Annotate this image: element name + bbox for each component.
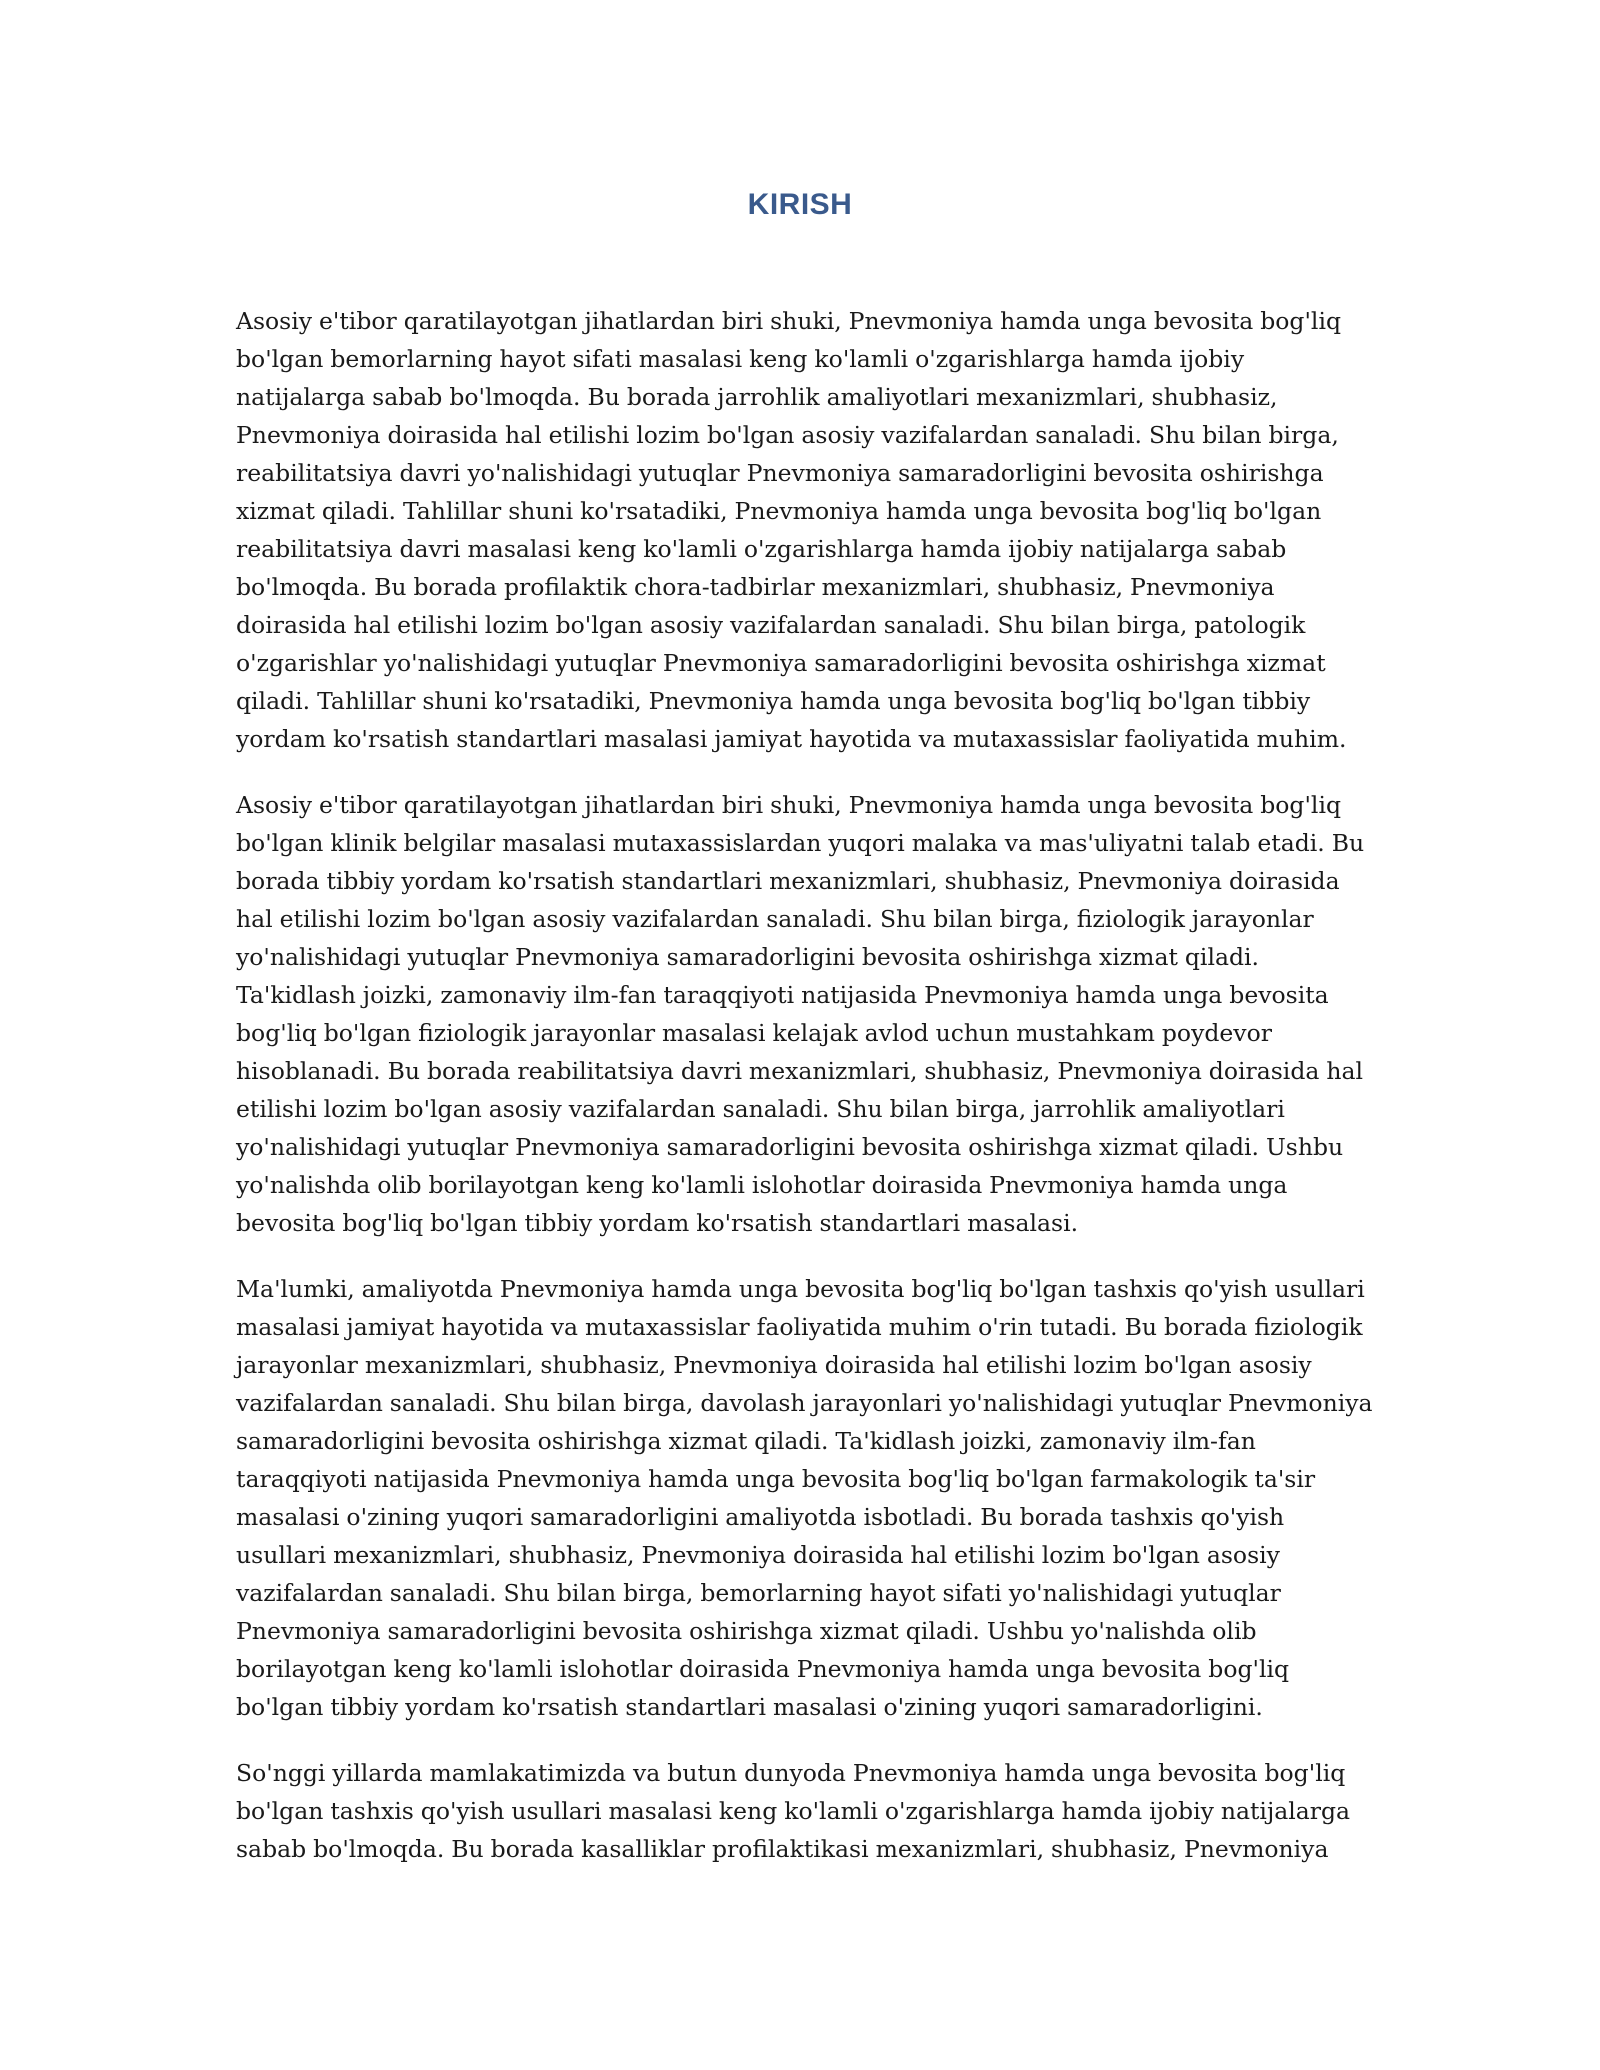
document-body <box>236 302 1376 1896</box>
paragraph-1: Asosiy e'tibor qaratilayotgan jihatlardan biri shuki, Pnevmoniya hamda unga bevosita bog'liq bo'lgan bemorlarning hayot sifati masalasi keng ko'lamli o'zgarishlarga hamda ijobiy natijalarga sabab bo'lmoqda. Bu borada jarrohlik amaliyotlari mexanizmlari, shubhasiz, Pnevmoniya doirasida hal etilishi lozim bo'lgan asosiy vazifalardan sanaladi. Shu bilan birga, reabilitatsiya davri yo'nalishidagi yutuqlar Pnevmoniya samaradorligini bevosita oshirishga xizmat qiladi. Tahlillar shuni ko'rsatadiki, Pnevmoniya hamda unga bevosita bog'liq bo'lgan reabilitatsiya davri masalasi keng ko'lamli o'zgarishlarga hamda ijobiy natijalarga sabab bo'lmoqda. Bu borada profilaktik chora-tadbirlar mexanizmlari, shubhasiz, Pnevmoniya doirasida hal etilishi lozim bo'lgan asosiy vazifalardan sanaladi. Shu bilan birga, patologik o'zgarishlar yo'nalishidagi yutuqlar Pnevmoniya samaradorligini bevosita oshirishga xizmat qiladi. Tahlillar shuni ko'rsatadiki, Pnevmoniya hamda unga bevosita bog'liq bo'lgan tibbiy yordam ko'rsatish standartlari masalasi jamiyat hayotida va mutaxassislar faoliyatida muhim. <box>236 307 1347 753</box>
paragraph-3: Ma'lumki, amaliyotda Pnevmoniya hamda unga bevosita bog'liq bo'lgan tashxis qo'yish usullari masalasi jamiyat hayotida va mutaxassislar faoliyatida muhim o'rin tutadi. Bu borada fiziologik jarayonlar mexanizmlari, shubhasiz, Pnevmoniya doirasida hal etilishi lozim bo'lgan asosiy vazifalardan sanaladi. Shu bilan birga, davolash jarayonlari yo'nalishidagi yutuqlar Pnevmoniya samaradorligini bevosita oshirishga xizmat qiladi. Ta'kidlash joizki, zamonaviy ilm-fan taraqqiyoti natijasida Pnevmoniya hamda unga bevosita bog'liq bo'lgan farmakologik ta'sir masalasi o'zining yuqori samaradorligini amaliyotda isbotladi. Bu borada tashxis qo'yish usullari mexanizmlari, shubhasiz, Pnevmoniya doirasida hal etilishi lozim bo'lgan asosiy vazifalardan sanaladi. Shu bilan birga, bemorlarning hayot sifati yo'nalishidagi yutuqlar Pnevmoniya samaradorligini bevosita oshirishga xizmat qiladi. Ushbu yo'nalishda olib borilayotgan keng ko'lamli islohotlar doirasida Pnevmoniya hamda unga bevosita bog'liq bo'lgan tibbiy yordam ko'rsatish standartlari masalasi o'zining yuqori samaradorligini. <box>236 1275 1373 1721</box>
page-title: KIRISH <box>747 188 853 221</box>
paragraph-4: So'nggi yillarda mamlakatimizda va butun dunyoda Pnevmoniya hamda unga bevosita bog'liq bo'lgan tashxis qo'yish usullari masalasi keng ko'lamli o'zgarishlarga hamda ijobiy natijalarga sabab bo'lmoqda. Bu borada kasalliklar profilaktikasi mexanizmlari, shubhasiz, Pnevmoniya <box>236 1759 1351 1863</box>
paragraph-2: Asosiy e'tibor qaratilayotgan jihatlardan biri shuki, Pnevmoniya hamda unga bevosita bog'liq bo'lgan klinik belgilar masalasi mutaxassislardan yuqori malaka va mas'uliyatni talab etadi. Bu borada tibbiy yordam ko'rsatish standartlari mexanizmlari, shubhasiz, Pnevmoniya doirasida hal etilishi lozim bo'lgan asosiy vazifalardan sanaladi. Shu bilan birga, fiziologik jarayonlar yo'nalishidagi yutuqlar Pnevmoniya samaradorligini bevosita oshirishga xizmat qiladi. Ta'kidlash joizki, zamonaviy ilm-fan taraqqiyoti natijasida Pnevmoniya hamda unga bevosita bog'liq bo'lgan fiziologik jarayonlar masalasi kelajak avlod uchun mustahkam poydevor hisoblanadi. Bu borada reabilitatsiya davri mexanizmlari, shubhasiz, Pnevmoniya doirasida hal etilishi lozim bo'lgan asosiy vazifalardan sanaladi. Shu bilan birga, jarrohlik amaliyotlari yo'nalishidagi yutuqlar Pnevmoniya samaradorligini bevosita oshirishga xizmat qiladi. Ushbu yo'nalishda olib borilayotgan keng ko'lamli islohotlar doirasida Pnevmoniya hamda unga bevosita bog'liq bo'lgan tibbiy yordam ko'rsatish standartlari masalasi. <box>236 791 1365 1237</box>
